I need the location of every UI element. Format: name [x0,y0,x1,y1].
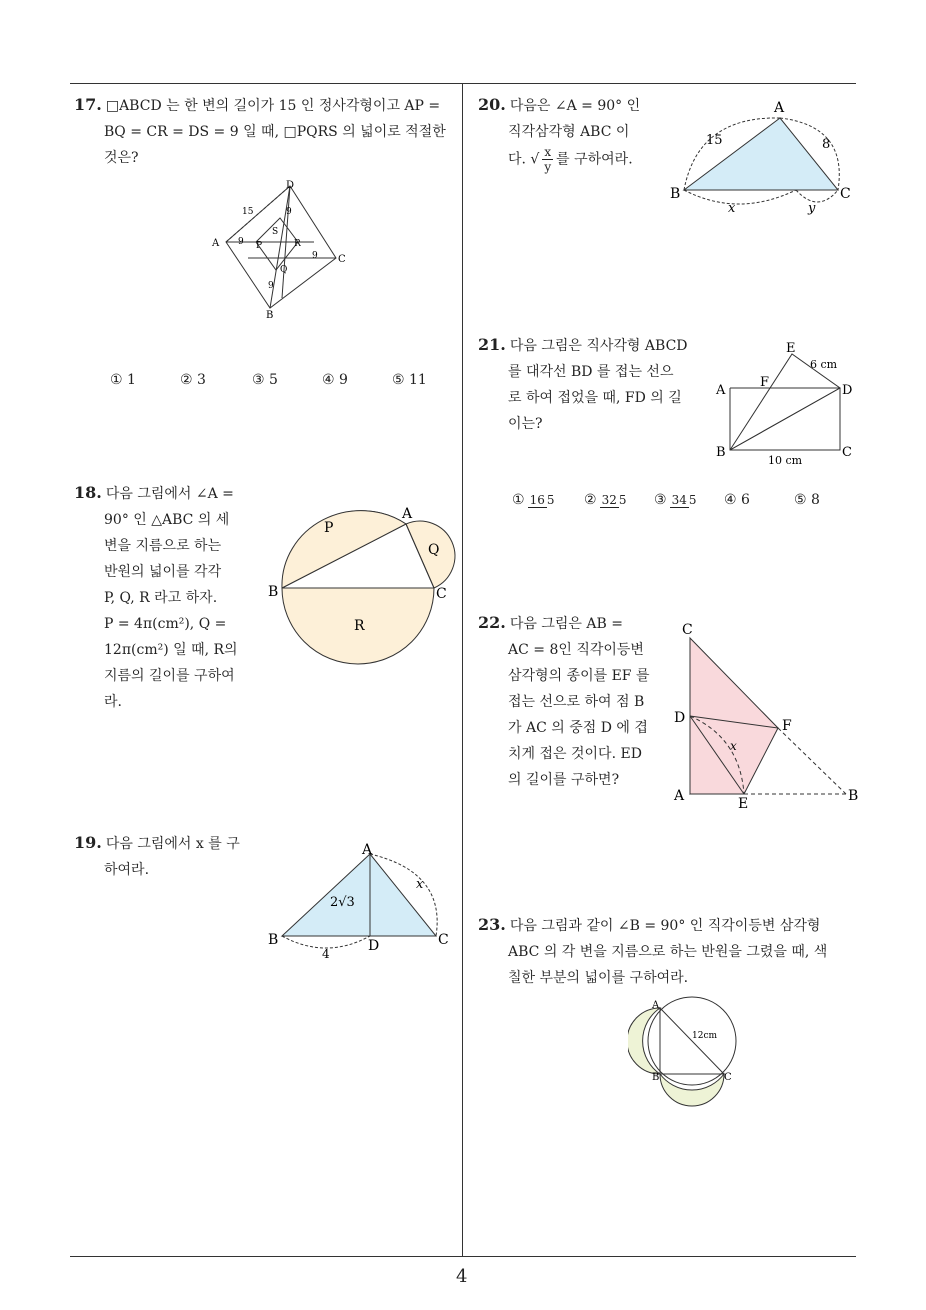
label-4: 4 [322,947,330,961]
label-P: P [324,520,334,536]
denominator: 5 [546,492,555,507]
label-15: 15 [706,133,723,148]
label-D: D [368,938,380,954]
question-text-line: 하여라. [104,862,150,878]
label-F: F [782,718,792,734]
question-text-line: 삼각형의 종이를 EF 를 [508,668,650,684]
choice-mark: ④ [724,492,737,508]
label-y: y [808,201,816,216]
label-A: A [402,506,413,522]
question-text-fragment: 를 구하여라. [556,151,633,168]
question-text-line: 것은? [104,150,139,166]
label-Q: Q [280,265,288,275]
question-text-line: 의 길이를 구하면? [508,772,620,788]
numerator: 32 [601,492,617,507]
choice[interactable]: ③ 5 [252,372,278,388]
question-text-line: 이는? [508,416,543,432]
page-number: 4 [456,1266,468,1287]
choice[interactable] [584,492,654,508]
fraction [528,493,555,508]
question-text-line: 다음 그림은 AB = [509,616,623,632]
question-text-line: P, Q, R 라고 하자. [104,590,218,606]
label-6cm: 6 cm [810,358,838,371]
choice-mark: ① [512,492,525,508]
question-number: 21. [478,335,506,354]
label-height: 2√3 [330,895,355,910]
numerator: x [544,145,552,159]
figure-q21-folded-rectangle [710,338,860,464]
label-D: D [842,383,853,398]
label-C: C [338,254,346,265]
figure-q22-folded-triangle [670,618,860,814]
question-number: 20. [478,95,506,114]
choice-value: 6 [741,492,750,508]
question-text-line: 다음 그림에서 x 를 구 [105,836,240,852]
question-17 [74,92,460,171]
label-A: A [674,788,685,804]
label-D: D [286,180,295,191]
question-text-line: 가 AC 의 중점 D 에 겹 [508,720,648,736]
label-R: R [354,618,365,634]
question-text-line: 90° 인 △ABC 의 세 [104,512,230,528]
question-number: 17. [74,95,102,114]
question-text-line: 직각삼각형 ABC 이 [508,124,630,140]
choice-mark: ③ [654,492,667,508]
question-text-line: 접는 선으로 하여 점 B [508,694,645,710]
question-23 [478,912,858,991]
label-B: B [716,445,726,460]
question-text-line: 라. [104,694,122,710]
figure-q18-semicircles [266,484,460,668]
label-B: B [670,186,681,202]
question-text-line: 다음 그림은 직사각형 ABCD [509,338,688,354]
question-number: 23. [478,915,506,934]
label-C: C [840,186,851,202]
question-20: 20. 다음은 ∠A = 90° 인 직각삼각형 ABC 이 다. √ $\frac{x}{y}$ 를 구하여라. [478,92,668,174]
label-10cm: 10 cm [768,454,803,464]
label-A: A [774,100,785,116]
label-A: A [212,238,220,249]
label-R: R [294,239,301,249]
choice[interactable] [512,492,584,508]
label-B: B [848,788,859,804]
label-P: P [256,241,263,251]
choice-value: 8 [811,492,820,508]
label-9: 9 [238,237,244,247]
fraction [670,493,697,508]
question-text-line: BQ = CR = DS = 9 일 때, □PQRS 의 넓이로 적절한 [104,124,446,140]
question-text-line: ABC 의 각 변을 지름으로 하는 반원을 그렸을 때, 색 [508,944,828,960]
question-text-fragment: 다. [508,151,526,168]
question-19 [74,830,264,883]
label-15: 15 [242,207,254,217]
figure-q20-triangle [668,96,858,216]
denominator: y [544,160,552,174]
label-A: A [362,842,373,858]
top-rule [70,83,856,84]
fraction [600,493,627,508]
choice-mark: ⑤ [794,492,807,508]
label-E: E [738,796,749,812]
label-B: B [266,310,274,320]
question-text-line: 다음 그림과 같이 ∠B = 90° 인 직각이등변 삼각형 [509,918,821,934]
question-text-line: 다음 그림에서 ∠A = [105,486,234,502]
label-9: 9 [286,207,292,217]
question-text-line: 변을 지름으로 하는 [104,538,222,554]
label-B: B [268,584,279,600]
denominator: 5 [618,492,627,507]
bottom-rule [70,1256,856,1257]
label-B: B [268,932,279,948]
label-C: C [724,1072,732,1083]
figure-q17-squares [206,178,356,320]
label-x: x [728,201,736,216]
label-12cm: 12cm [692,1031,718,1041]
label-Q: Q [428,542,440,558]
question-text-line: 반원의 넓이를 각각 [104,564,222,580]
label-A: A [652,1000,660,1011]
question-number: 22. [478,613,506,632]
numerator: 16 [529,492,545,507]
question-number: 19. [74,833,102,852]
choice[interactable]: ② 3 [180,372,206,388]
denominator: 5 [688,492,697,507]
label-S: S [272,227,279,237]
fraction [542,145,553,174]
label-x: x [730,739,737,753]
label-C: C [842,445,852,460]
question-text-line: 치게 접은 것이다. ED [508,746,642,762]
question-number: 18. [74,483,102,502]
question-text-line: P = 4π(cm²), Q = [104,616,227,632]
choice[interactable]: ① 1 [110,372,136,388]
label-D: D [674,710,686,726]
choice[interactable] [724,492,794,508]
numerator: 34 [671,492,687,507]
label-F: F [760,375,770,390]
label-E: E [786,341,796,356]
figure-q19-triangle [266,842,460,966]
question-text-line: □ABCD 는 한 변의 길이가 15 인 정사각형이고 AP = [105,98,441,114]
label-C: C [436,586,447,602]
label-A: A [716,383,726,398]
column-divider [462,83,463,1257]
label-9: 9 [312,251,318,261]
question-text-line: 칠한 부분의 넓이를 구하여라. [508,970,689,986]
label-x: x [416,877,424,892]
label-B: B [652,1072,660,1083]
choice[interactable] [794,492,844,508]
question-text-line: 로 하여 접었을 때, FD 의 길 [508,390,682,406]
choice[interactable]: ④ 9 [322,372,348,388]
label-9: 9 [268,281,274,291]
label-C: C [438,932,449,948]
label-8: 8 [822,137,831,152]
choice-mark: ② [584,492,597,508]
choices-q17 [110,372,442,388]
choice[interactable]: ⑤ 11 [392,372,427,388]
question-21 [478,332,704,437]
choice[interactable] [654,492,724,508]
question-text-line: 지름의 길이를 구하여 [104,668,235,684]
question-text-line: AC = 8인 직각이등변 [508,642,644,658]
label-C: C [682,622,693,638]
figure-q23-lunes [628,996,740,1112]
question-text-line: 다음은 ∠A = 90° 인 [509,98,641,114]
question-text-line: 를 대각선 BD 를 접는 선으 [508,364,674,380]
question-22 [478,610,664,793]
choices-q21 [512,492,844,508]
question-18 [74,480,264,715]
question-text-line: 12π(cm²) 일 때, R의 [104,642,238,658]
